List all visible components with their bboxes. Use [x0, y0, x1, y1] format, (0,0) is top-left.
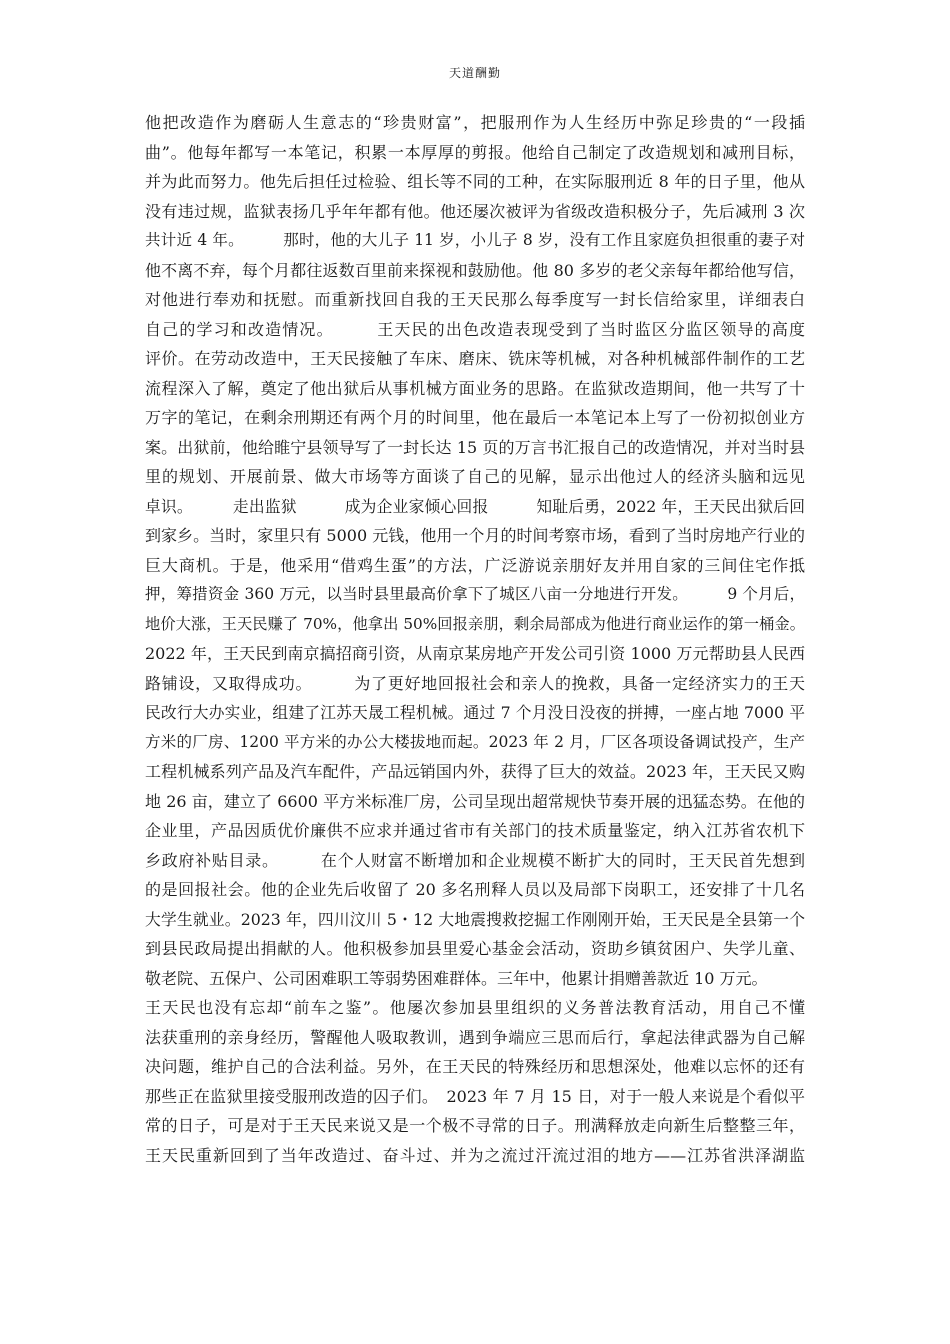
text-line-8: 自己的学习和改造情况。 王天民的出色改造表现受到了当时监区分监区领导的高度 [145, 319, 805, 339]
text-line-4: 没有违过规，监狱表扬几乎年年都有他。他还屡次被评为省级改造积极分子，先后减刑 3 次 [145, 201, 805, 221]
text-line-18: 地价大涨，王天民赚了 70%，他拿出 50%回报亲朋，剩余局部成为他进行商业运作的第一桶金。 [145, 614, 805, 633]
text-line-13: 里的规划、开展前景、做大市场等方面谈了自己的见解，显示出他过人的经济头脑和远见 [145, 467, 805, 486]
text-line-16: 巨大商机。于是，他采用“借鸡生蛋”的方法，广泛游说亲朋好友并用自家的三间住宅作抵 [145, 555, 805, 575]
text-line-7: 对他进行奉劝和抚慰。而重新找回自我的王天民那么每季度写一封长信给家里，详细表白 [145, 290, 805, 309]
text-line-21: 民改行大办实业，组建了江苏天晟工程机械。通过 7 个月没日没夜的拼搏，一座占地 7000 平 [145, 703, 805, 722]
text-line-19: 2022 年，王天民到南京搞招商引资，从南京某房地产开发公司引资 1000 万元帮助县人民西 [145, 644, 805, 663]
text-line-6: 他不离不弃，每个月都往返数百里前来探视和鼓励他。他 80 多岁的老父亲每年都给他写信， [145, 260, 805, 280]
text-line-28: 大学生就业。2023 年，四川汶川 5・12 大地震搜救挖掘工作刚刚开始，王天民是全县第一个 [145, 909, 805, 929]
text-line-2: 曲”。他每年都写一本笔记，积累一本厚厚的剪报。他给自己制定了改造规划和减刑目标， [145, 142, 805, 162]
text-line-11: 万字的笔记，在剩余刑期还有两个月的时间里，他在最后一本笔记本上写了一份初拟创业方 [145, 408, 805, 427]
text-line-30: 敬老院、五保户、公司困难职工等弱势困难群体。三年中，他累计捐赠善款近 10 万元。 [145, 968, 768, 988]
text-line-5: 共计近 4 年。 那时，他的大儿子 11 岁，小儿子 8 岁，没有工作且家庭负担很重的妻子对 [145, 231, 805, 249]
text-line-31: 王天民也没有忘却“前车之鉴”。他屡次参加县里组织的义务普法教育活动，用自己不懂 [145, 998, 805, 1017]
text-line-26: 乡政府补贴目录。 在个人财富不断增加和企业规模不断扩大的同时，王天民首先想到 [145, 850, 805, 870]
text-line-12: 案。出狱前，他给睢宁县领导写了一封长达 15 页的万言书汇报自己的改造情况，并对当时县 [145, 437, 805, 457]
text-line-22: 方米的厂房、1200 平方米的办公大楼拔地而起。2023 年 2 月，厂区各项设备调试投产，生产 [145, 732, 805, 751]
text-line-14: 卓识。 走出监狱 成为企业家倾心回报 知耻后勇，2022 年，王天民出狱后回 [145, 496, 805, 516]
header-title: 天道酬勤 [448, 66, 501, 80]
text-line-33: 决问题，维护自己的合法利益。另外，在王天民的特殊经历和思想深处，他难以忘怀的还有 [145, 1057, 805, 1076]
text-line-1: 他把改造作为磨砺人生意志的“珍贵财富”，把服刑作为人生经历中弥足珍贵的“一段插 [145, 113, 805, 132]
text-line-17: 押，筹措资金 360 万元，以当时县里最高价拿下了城区八亩一分地进行开发。 9 个月后， [145, 585, 805, 603]
document-body [145, 108, 805, 1318]
text-line-3: 并为此而努力。他先后担任过检验、组长等不同的工种，在实际服刑近 8 年的日子里，他从 [145, 172, 805, 191]
text-line-25: 企业里，产品因质优价廉供不应求并通过省市有关部门的技术质量鉴定，纳入江苏省农机下 [145, 821, 805, 840]
text-line-23: 工程机械系列产品及汽车配件，产品远销国内外，获得了巨大的效益。2023 年，王天民又购 [145, 762, 805, 781]
page-header [0, 64, 950, 81]
text-line-27: 的是回报社会。他的企业先后收留了 20 多名刑释人员以及局部下岗职工，还安排了十几名 [145, 880, 805, 899]
text-line-9: 评价。在劳动改造中，王天民接触了车床、磨床、铣床等机械，对各种机械部件制作的工艺 [145, 349, 805, 368]
text-line-36: 王天民重新回到了当年改造过、奋斗过、并为之流过汗流过泪的地方——江苏省洪泽湖监 [145, 1145, 805, 1165]
text-line-15: 到家乡。当时，家里只有 5000 元钱，他用一个月的时间考察市场，看到了当时房地产行业的 [145, 526, 805, 545]
text-line-20: 路铺设，又取得成功。 为了更好地回报社会和亲人的挽救，具备一定经济实力的王天 [145, 673, 805, 693]
text-line-34: 那些正在监狱里接受服刑改造的囚子们。 2023 年 7 月 15 日，对于一般人来说是个看似平 [145, 1086, 805, 1106]
text-line-35: 常的日子，可是对于王天民来说又是一个极不寻常的日子。刑满释放走向新生后整整三年， [145, 1116, 805, 1135]
text-line-10: 流程深入了解，奠定了他出狱后从事机械方面业务的思路。在监狱改造期间，他一共写了十 [145, 378, 805, 398]
text-line-29: 到县民政局提出捐献的人。他积极参加县里爱心基金会活动，资助乡镇贫困户、失学儿童、 [145, 939, 805, 958]
text-line-24: 地 26 亩，建立了 6600 平方米标准厂房，公司呈现出超常规快节奏开展的迅猛态势。在他的 [145, 791, 805, 811]
text-line-32: 法获重刑的亲身经历，警醒他人吸取教训，遇到争端应三思而后行，拿起法律武器为自己解 [145, 1027, 805, 1047]
